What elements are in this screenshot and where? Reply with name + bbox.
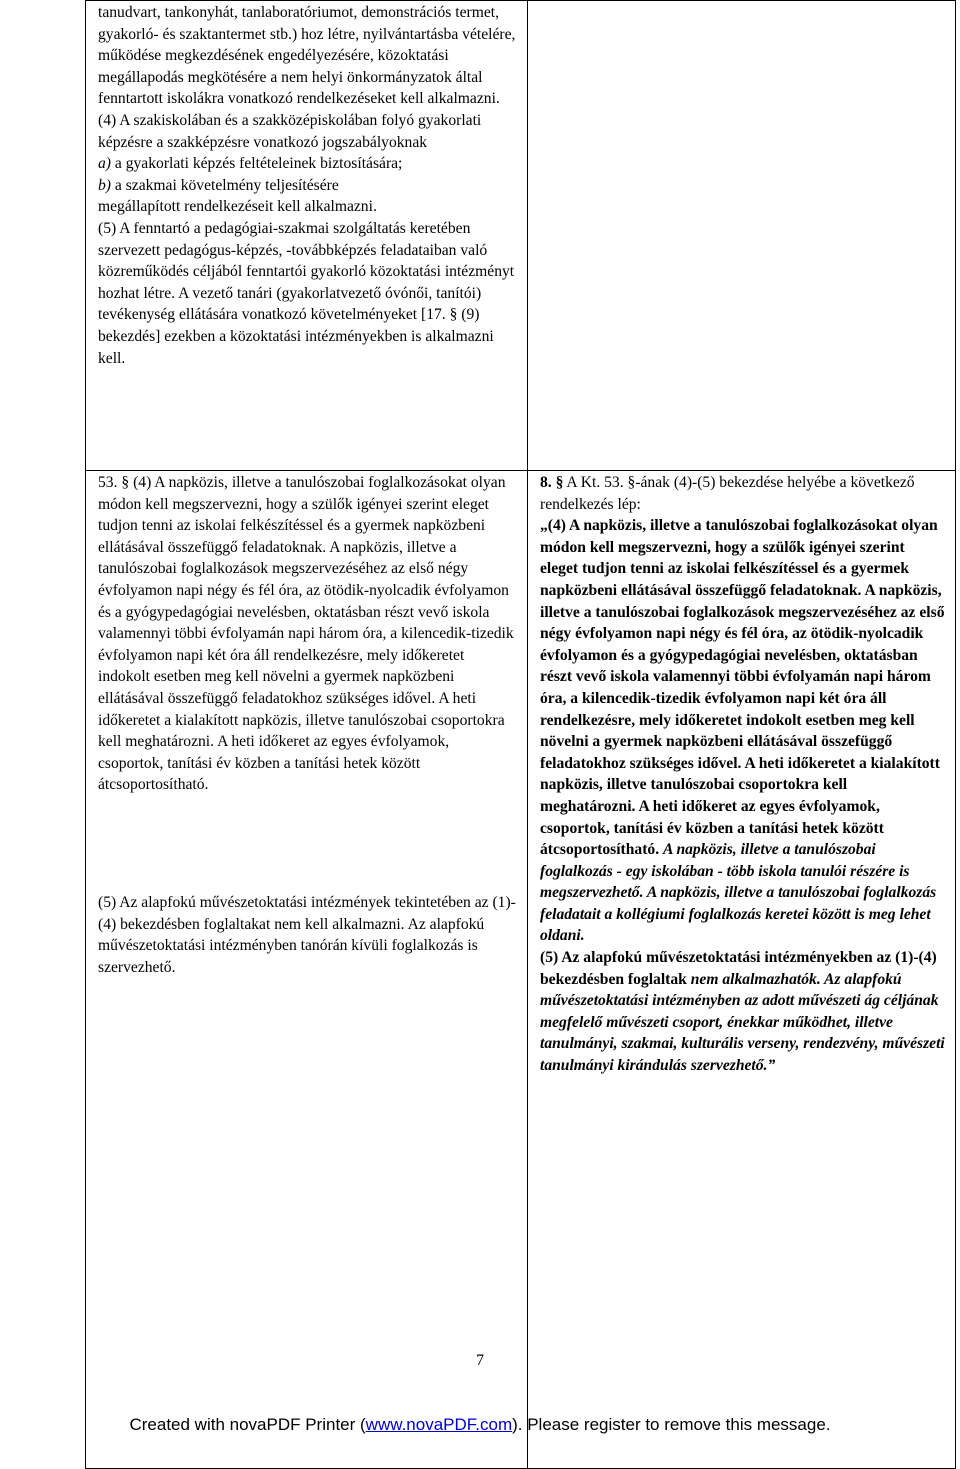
footer-link[interactable]: www.novaPDF.com xyxy=(365,1415,513,1434)
list-item-a xyxy=(98,153,518,175)
paragraph: 53. § (4) A napközis, illetve a tanulószobai foglalkozásokat olyan módon kell megszervezni, hogy a szülők igényei szerint eleget tudjon tenni az iskolai felkészítéssel és a gyermek napközbeni ellátásával összefüggő feladatoknak. A napközis, illetve a tanulószobai foglalkozások megszervezéséhez az első négy évfolyamon napi négy és fél óra, az ötödik-nyolcadik évfolyamon és a gyógypedagógiai nevelésben, oktatásban részt vevő iskola valamennyi többi évfolyamán napi három óra, a kilencedik-tizedik évfolyamon napi két óra áll rendelkezésre, mely időkeretet indokolt esetben meg kell növelni a gyermek napközbeni ellátásával összefüggő feladatokhoz szükséges idővel. A heti időkeretet a kialakított napközis, illetve tanulószobai csoportokra kell meghatározni. A heti időkeret az egyes évfolyamok, csoportok, tanítási év közben a tanítási hetek között átcsoportosítható. xyxy=(98,474,514,794)
paragraph: (5) Az alapfokú művészetoktatási intézmények tekintetében az (1)-(4) bekezdésben foglaltakat nem kell alkalmazni. Az alapfokú művészetoktatási intézményben tanórán kívüli foglalkozás is szervezhető. xyxy=(98,893,516,976)
paragraph-bold: „(4) A napközis, illetve a tanulószobai foglalkozásokat olyan módon kell megszervezni, hogy a szülők igényei szerint eleget tudjon tenni az iskolai felkészítéssel és a gyermek napközbeni ellátásával összefüggő feladatoknak. A napközis, illetve a tanulószobai foglalkozások megszervezéséhez az első négy évfolyamon napi négy és fél óra, az ötödik-nyolcadik évfolyamon és a gyógypedagógiai nevelésben, oktatásban részt vevő iskola valamennyi többi évfolyamán napi három óra, a kilencedik-tizedik évfolyamon napi két óra áll rendelkezésre, mely időkeretet indokolt esetben meg kell növelni a gyermek napközbeni ellátásával összefüggő feladatokhoz szükséges idővel. A heti időkeretet a kialakított napközis, illetve tanulószobai csoportokra kell meghatározni. A heti időkeret az egyes évfolyamok, csoportok, tanítási év közben a tanítási hetek között átcsoportosítható. A napközis, illetve a tanulószobai foglalkozás - egy iskolában - több iskola tanulói részére is megszervezhető. A napközis, illetve a tanulószobai foglalkozás feladatait a kollégiumi foglalkozás keretei között is meg lehet oldani. xyxy=(540,517,945,945)
page-number: 7 xyxy=(476,1352,484,1369)
cell-top-left xyxy=(86,1,528,471)
cell-bottom-right xyxy=(528,471,956,1469)
cell-bottom-left xyxy=(86,471,528,1469)
cell-top-right xyxy=(528,1,956,471)
list-marker: b) xyxy=(98,176,111,194)
paragraph: (4) A szakiskolában és a szakközépiskolában folyó gyakorlati képzésre a szakképzésre vonatkozó jogszabályoknak xyxy=(98,111,482,151)
section-heading xyxy=(540,472,946,515)
document-table xyxy=(85,0,956,1469)
paragraph: tanudvart, tankonyhát, tanlaboratóriumot, demonstrációs termet, gyakorló- és szaktantermet stb.) hoz létre, nyilvántartásba vételére, működése megkezdésének engedélyezésére, közoktatási megállapodás megkötésére a nem helyi önkormányzatok által fenntartott iskolákra vonatkozó rendelkezéseket kell alkalmazni. xyxy=(98,4,516,108)
section-number: 8. § xyxy=(540,474,564,491)
footer-notice: Created with novaPDF Printer (www.novaPDF.com). Please register to remove this message. xyxy=(129,1415,831,1434)
section-heading-text: A Kt. 53. §-ának (4)-(5) bekezdése helyébe a következő rendelkezés lép: xyxy=(540,474,915,513)
paragraph: (5) A fenntartó a pedagógiai-szakmai szolgáltatás keretében szervezett pedagógus-képzés, -továbbképzés feladataiban való közreműködés céljából fenntartói gyakorló közoktatási intézményt hozhat létre. A vezető tanári (gyakorlatvezető óvónői, tanítói) tevékenység ellátására vonatkozó követelményeket [17. § (9) bekezdés] ezekben a közoktatási intézményekben is alkalmazni kell. xyxy=(98,219,515,367)
list-text: a gyakorlati képzés feltételeinek biztosítására; xyxy=(111,155,403,173)
list-marker: a) xyxy=(98,155,111,173)
paragraph: megállapított rendelkezéseit kell alkalmazni. xyxy=(98,198,377,216)
paragraph-bold: (5) Az alapfokú művészetoktatási intézményekben az (1)-(4) bekezdésben foglaltak nem alkalmazhatók. Az alapfokú művészetoktatási intézményben az adott művészeti ág céljának megfelelő művészeti csoport, énekkar működhet, illetve tanulmányi, szakmai, kulturális verseny, rendezvény, művészeti tanulmányi kirándulás szervezhető.” xyxy=(540,949,945,1075)
list-item-b xyxy=(98,175,518,197)
list-text: a szakmai követelmény teljesítésére xyxy=(111,176,339,194)
